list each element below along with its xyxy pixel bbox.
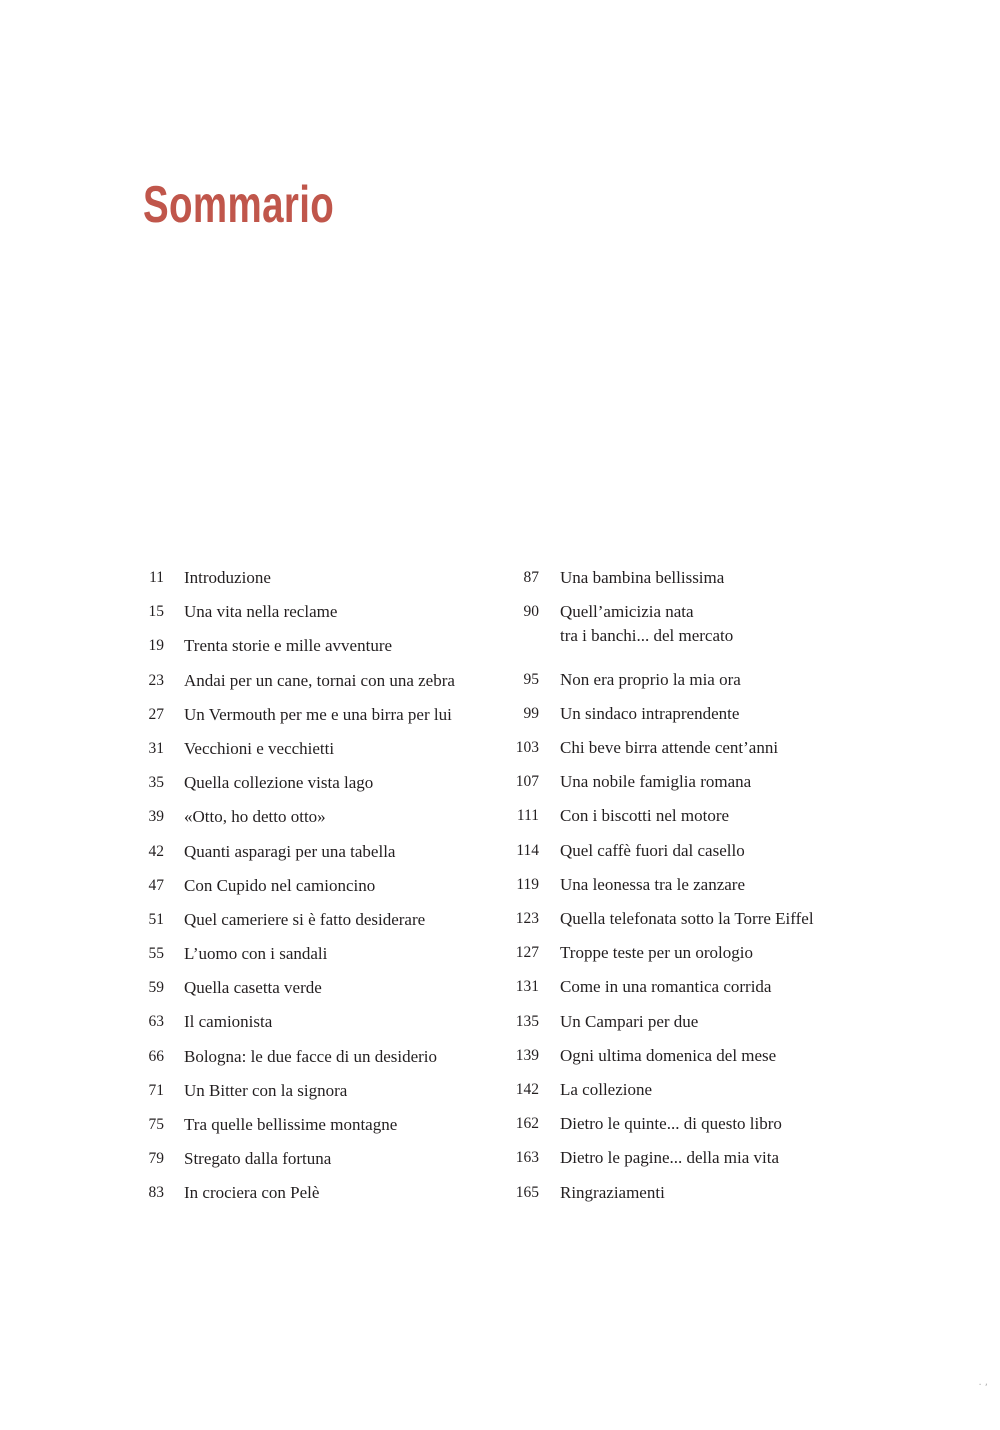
toc-chapter-title: Quella casetta verde [184, 978, 322, 998]
toc-chapter-title: Tra quelle bellissime montagne [184, 1115, 398, 1134]
toc-page-number: 111 [516, 807, 539, 825]
toc-page-number: 163 [515, 1149, 539, 1167]
toc-entry[interactable] [510, 736, 850, 760]
toc-entry[interactable] [134, 566, 479, 590]
toc-chapter-title: Dietro le quinte... di questo libro [560, 1114, 782, 1134]
toc-page-number: 31 [148, 739, 164, 757]
toc-chapter-title: Quel cameriere si è fatto desiderare [184, 909, 426, 929]
toc-chapter-title: Con Cupido nel camioncino [184, 875, 376, 895]
toc-entry[interactable] [134, 874, 479, 898]
toc-chapter-title: Quel caffè fuori dal casello [560, 840, 745, 860]
toc-page-number: 165 [515, 1183, 539, 1201]
toc-page-number: 131 [515, 978, 539, 996]
toc-chapter-title: Un sindaco intraprendente [560, 703, 740, 723]
toc-entry[interactable] [510, 1078, 850, 1102]
toc-chapter-title: Andai per un cane, tornai con una zebra [184, 670, 455, 690]
toc-chapter-title: La collezione [560, 1079, 653, 1099]
toc-entry[interactable] [510, 1044, 850, 1068]
toc-page-number: 35 [148, 774, 164, 792]
toc-page-number: 123 [515, 910, 539, 927]
toc-page-number: 135 [515, 1012, 539, 1030]
toc-entry[interactable] [510, 600, 850, 648]
toc-chapter-title: Ringraziamenti [560, 1182, 665, 1202]
toc-chapter-title: Una bambina bellissima [560, 568, 725, 587]
toc-entry[interactable] [134, 942, 479, 966]
toc-page-number: 103 [515, 739, 539, 757]
toc-page-number: 39 [148, 808, 164, 826]
toc-entry[interactable] [510, 668, 850, 692]
toc-chapter-title: Non era proprio la mia ora [560, 669, 741, 689]
toc-page-number: 19 [148, 637, 164, 655]
toc-page-number: 11 [149, 569, 164, 586]
toc-chapter-title: Con i biscotti nel motore [560, 806, 730, 826]
toc-entry[interactable] [510, 839, 850, 863]
toc-chapter-title: Chi beve birra attende cent’anni [560, 738, 779, 758]
toc-chapter-title: Bologna: le due facce di un desiderio [184, 1046, 438, 1066]
toc-entry[interactable] [510, 975, 850, 999]
toc-page-number: 47 [148, 876, 164, 894]
toc-entry[interactable] [134, 840, 479, 864]
toc-chapter-title: Una leonessa tra le zanzare [560, 874, 745, 894]
toc-chapter-title: Stregato dalla fortuna [184, 1149, 332, 1169]
toc-chapter-title: Introduzione [184, 568, 271, 587]
toc-column-left [134, 566, 479, 1216]
toc-entry[interactable] [134, 1147, 479, 1171]
toc-page-number: 71 [148, 1081, 164, 1099]
toc-entry[interactable] [134, 1113, 479, 1137]
toc-entry[interactable] [510, 1146, 850, 1170]
toc-chapter-title: Ogni ultima domenica del mese [560, 1045, 777, 1065]
toc-page-number: 15 [148, 603, 164, 621]
toc-page-number: 162 [515, 1115, 539, 1133]
toc-chapter-title: Una nobile famiglia romana [560, 772, 752, 792]
toc-entry[interactable] [134, 737, 479, 761]
toc-page-number: 75 [148, 1116, 164, 1133]
toc-entry[interactable] [134, 600, 479, 624]
toc-entry[interactable] [134, 669, 479, 693]
toc-chapter-title: Come in una romantica corrida [560, 977, 772, 997]
page-corner-mark: . , [978, 1377, 988, 1388]
toc-page-number: 66 [148, 1047, 164, 1065]
toc-chapter-title: Vecchioni e vecchietti [184, 738, 335, 758]
toc-page-number: 142 [515, 1080, 539, 1098]
toc-entry[interactable] [510, 907, 850, 931]
toc-entry[interactable] [134, 1045, 479, 1069]
toc-page-number: 27 [148, 705, 164, 723]
toc-entry[interactable] [134, 1079, 479, 1103]
toc-page-number: 114 [516, 841, 539, 859]
toc-page-number: 79 [148, 1150, 164, 1168]
toc-chapter-title: Quell’amicizia nata tra i banchi... del mercato [560, 602, 734, 646]
toc-chapter-title: Quanti asparagi per una tabella [184, 841, 396, 861]
toc-entry[interactable] [134, 634, 479, 658]
toc-page-number: 107 [515, 773, 539, 791]
toc-page-number: 51 [148, 910, 164, 928]
toc-page-number: 95 [523, 670, 539, 688]
toc-entry[interactable] [510, 1010, 850, 1034]
toc-page-number: 99 [523, 704, 539, 722]
toc-entry[interactable] [510, 770, 850, 794]
toc-chapter-title: Un Campari per due [560, 1011, 699, 1031]
toc-page-number: 59 [148, 979, 164, 997]
toc-entry[interactable] [510, 941, 850, 965]
toc-entry[interactable] [134, 976, 479, 1000]
toc-chapter-title: «Otto, ho detto otto» [184, 807, 326, 827]
toc-chapter-title: Una vita nella reclame [184, 602, 338, 622]
toc-entry[interactable] [134, 703, 479, 727]
toc-entry[interactable] [134, 1010, 479, 1034]
toc-entry[interactable] [134, 805, 479, 829]
toc-entry[interactable] [510, 566, 850, 590]
toc-page-number: 55 [148, 945, 164, 963]
toc-entry[interactable] [510, 1112, 850, 1136]
toc-entry[interactable] [134, 908, 479, 932]
toc-entry[interactable] [510, 1181, 850, 1205]
toc-page-number: 63 [148, 1013, 164, 1031]
toc-chapter-title: Trenta storie e mille avventure [184, 636, 393, 656]
toc-column-right [510, 566, 850, 1215]
toc-chapter-title: In crociera con Pelè [184, 1183, 320, 1203]
toc-entry[interactable] [134, 1181, 479, 1205]
toc-page-number: 119 [516, 875, 539, 893]
page-title: Sommario [143, 176, 335, 234]
toc-entry[interactable] [510, 804, 850, 828]
toc-page-number: 42 [148, 842, 164, 860]
toc-entry[interactable] [510, 702, 850, 726]
toc-entry[interactable] [510, 873, 850, 897]
toc-chapter-title: Quella collezione vista lago [184, 773, 374, 793]
toc-page-number: 87 [523, 569, 539, 586]
toc-chapter-title: Un Bitter con la signora [184, 1080, 348, 1100]
toc-page-number: 127 [515, 944, 539, 962]
toc-chapter-title: L’uomo con i sandali [184, 944, 328, 964]
toc-page-number: 23 [148, 671, 164, 689]
toc-page-number: 83 [148, 1184, 164, 1202]
toc-chapter-title: Un Vermouth per me e una birra per lui [184, 704, 452, 724]
toc-chapter-title: Troppe teste per un orologio [560, 943, 753, 963]
toc-chapter-title: Quella telefonata sotto la Torre Eiffel [560, 909, 814, 928]
toc-entry[interactable] [134, 771, 479, 795]
toc-page-number: 139 [515, 1046, 539, 1064]
toc-page-number: 90 [523, 603, 539, 621]
toc-chapter-title: Dietro le pagine... della mia vita [560, 1148, 780, 1168]
toc-chapter-title: Il camionista [184, 1012, 273, 1032]
